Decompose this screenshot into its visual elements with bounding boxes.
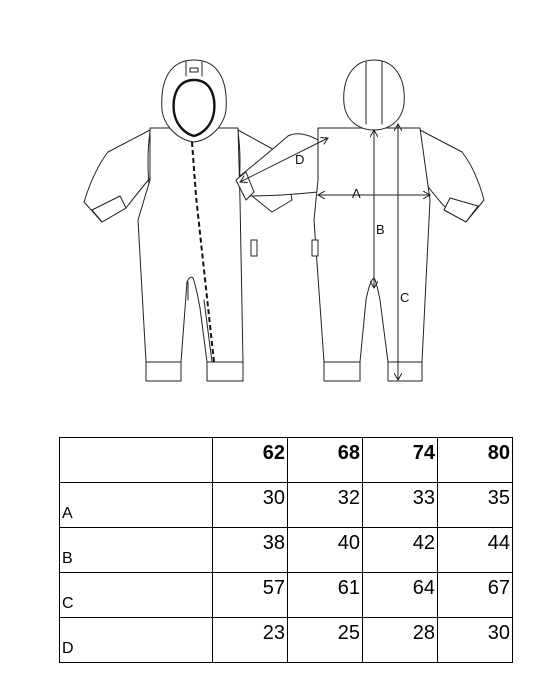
table-cell: 57 [213,573,288,618]
measure-label-c: C [400,290,410,305]
measure-label-d: D [295,152,305,167]
front-right-leg-cuff [207,362,243,381]
back-view [236,60,484,381]
table-cell: 42 [363,528,438,573]
row-label: B [60,528,213,573]
back-left-leg-cuff [324,362,360,381]
back-body [314,128,430,362]
table-cell: 33 [363,483,438,528]
front-side-tab [251,240,257,256]
size-header-62: 62 [213,438,288,483]
table-cell: 40 [288,528,363,573]
table-row [60,618,513,663]
size-chart-table [59,437,513,663]
back-side-tab [312,240,318,256]
front-left-leg-cuff [146,362,181,381]
table-row [60,483,513,528]
table-cell: 38 [213,528,288,573]
table-row [60,528,513,573]
front-view [84,60,292,381]
table-cell: 64 [363,573,438,618]
table-cell: 44 [438,528,513,573]
back-hood [344,60,405,130]
hood-label-tab [190,68,198,72]
back-right-leg-cuff [388,362,422,381]
size-header-74: 74 [363,438,438,483]
row-label: D [60,618,213,663]
measure-label-b: B [376,222,385,237]
table-cell: 28 [363,618,438,663]
row-label: A [60,483,213,528]
table-header-corner [60,438,213,483]
front-body [138,128,243,362]
row-label: C [60,573,213,618]
table-cell: 30 [213,483,288,528]
table-row [60,573,513,618]
table-cell: 25 [288,618,363,663]
size-header-68: 68 [288,438,363,483]
table-cell: 61 [288,573,363,618]
table-cell: 67 [438,573,513,618]
table-cell: 30 [438,618,513,663]
measure-label-a: A [352,186,361,201]
size-header-80: 80 [438,438,513,483]
table-cell: 32 [288,483,363,528]
table-header-row [60,438,513,483]
table-cell: 23 [213,618,288,663]
table-cell: 35 [438,483,513,528]
